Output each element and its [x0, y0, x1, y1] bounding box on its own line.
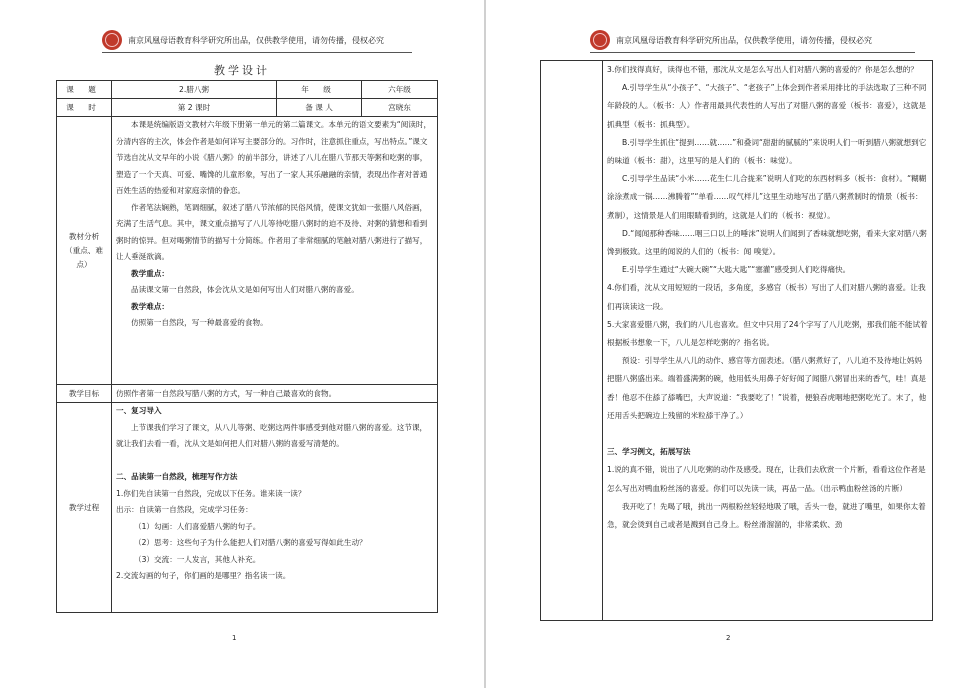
analysis-content: [112, 117, 438, 385]
process-paragraph: 上节课我们学习了课文，从八儿等粥、吃粥这两件事感受到他对腊八粥的喜爱。这节课，就让我们去看一看，沈从文是如何把人们对腊八粥的喜爱写清楚的。: [116, 422, 428, 448]
process-content: [112, 403, 438, 613]
process-paragraph: A.引导学生从“小孩子”、“大孩子”、“老孩子”上体会到作者采用排比的手法选取了三种不同年龄段的人。（板书：人）作者用最具代表性的人写出了对腊八粥的喜爱（板书：喜爱），这就是抓典型（板书：抓典型）。: [607, 83, 927, 129]
process-paragraph: C.引导学生品读“小米……花生仁儿合拢来”说明人们吃的东西材料多（板书：食材）。“糊糊涂涂煮成一锅……沸腾着”“单看……叹气样儿”这里生动地写出了腊八粥煮制时的情景（板书：煮制），这情景是人们用眼睛看到的，这就是人们的（板书：视觉）。: [607, 174, 927, 220]
course-label: 课 题: [57, 81, 112, 99]
analysis-label-main: 教材分析: [68, 231, 100, 241]
process-paragraph: 出示：自读第一自然段，完成学习任务：: [116, 505, 253, 514]
section-heading: 三、学习例文，拓展写法: [607, 447, 691, 457]
grade-label: 年 级: [277, 81, 362, 99]
difficulty-text: 仿照第一自然段，写一种最喜爱的食物。: [131, 318, 268, 327]
document-page-1: [0, 0, 484, 688]
seal-logo-icon: [590, 30, 610, 50]
period-value: 第 2 课时: [112, 99, 277, 117]
process-paragraph: B.引导学生抓住“提到……就……”和叠词“甜甜的腻腻的”来说明人们一听到腊八粥就想到它的味道（板书：甜），这里写的是人们的（板书：味觉）。: [607, 137, 927, 166]
analysis-paragraph: 作者笔法娴熟，笔调细腻，叙述了腊八节浓郁的民俗风情，使课文犹如一张腊八风俗画，充满了生活气息。其中，课文重点描写了八儿等待吃腊八粥时的迫不及待、对粥的猜想和看到粥时的惊异。但对喝粥情节的描写十分简练。作者用了非常细腻的笔触对腊八粥进行了描写，让人垂涎欲滴。: [116, 202, 428, 261]
process-task: （2）思考：这些句子为什么能把人们对腊八粥的喜爱写得如此生动？: [134, 538, 367, 547]
table-row: [57, 385, 438, 403]
document-page-2: [486, 0, 971, 688]
table-row: [541, 61, 933, 621]
teacher-value: 宫晓东: [362, 99, 438, 117]
process-paragraph: 5.大家喜爱腊八粥，我们的八儿也喜欢。但文中只用了24个字写了八儿吃粥，那我们能不能试着根据板书想象一下，八儿是怎样吃粥的？指名说。: [607, 319, 928, 348]
process-task: （1）勾画：人们喜爱腊八粥的句子。: [134, 521, 261, 531]
table-row: [57, 403, 438, 613]
header-text: 南京风凰母语教育科学研究所出品，仅供教学使用，请勿传播，侵权必究: [128, 36, 384, 45]
table-row: [57, 99, 438, 117]
page-number: 1: [232, 634, 237, 642]
goal-label: 教学目标: [57, 385, 112, 403]
table-row: [57, 81, 438, 99]
page-header: [590, 30, 915, 52]
analysis-label-sub: （重点、难点）: [65, 245, 103, 269]
process-paragraph: 我开吃了！先喝了哦，挑出一两根粉丝轻轻地吸了哦，舌头一卷，就进了嘴里，如果你太着急，就会烫到自己或者是溅到自己身上。粉丝滑溜溜的，非常柔软、劲: [607, 501, 926, 530]
empty-label-cell: [541, 61, 603, 621]
process-paragraph: E.引导学生通过“大碗大碗”“大匙大匙”“塞灌”感受到人们吃得痛快。: [622, 265, 851, 275]
key-point-label: 教学重点：: [131, 268, 169, 278]
period-label: 课 时: [57, 99, 112, 117]
teacher-label: 备 课 人: [277, 99, 362, 117]
seal-logo-icon: [102, 30, 122, 50]
page-title: 教学设计: [214, 64, 270, 77]
process-paragraph: 2.交流勾画的句子，你们画的是哪里？指名读一读。: [116, 571, 291, 580]
section-heading: 一、复习导入: [116, 406, 162, 415]
page-header: [102, 30, 412, 52]
course-value: 2.腊八粥: [112, 81, 277, 99]
process-content-continued: [603, 61, 933, 621]
header-rule: [102, 52, 412, 53]
process-paragraph: 1.说的真不错，说出了八儿吃粥的动作及感受。现在，让我们去欣赏一个片断，看看这位作者是怎么写出对鸭血粉丝汤的喜爱。你们可以先读一读，再品一品。（出示鸭血粉丝汤的片断）: [607, 465, 926, 493]
analysis-paragraph: 本课是统编版语文教材六年级下册第一单元的第二篇课文。本单元的语文要素为“阅读时，分清内容的主次，体会作者是如何详写主要部分的。习作时，注意抓住重点，写出特点。”课文节选自沈从文早年的小说《腊八粥》的前半部分，讲述了八儿在腊八节那天等粥和吃粥的事，塑造了一个天真、可爱、嘴馋的儿童形象，写出了一家人其乐融融的亲情，表现出作者对普通百姓生活的热爱和对家庭亲情的眷恋。: [116, 120, 432, 195]
section-heading: 二、品读第一自然段，梳理写作方法: [116, 472, 238, 481]
grade-value: 六年级: [362, 81, 438, 99]
header-text: 南京风凰母语教育科学研究所出品，仅供教学使用，请勿传播，侵权必究: [616, 36, 872, 45]
process-paragraph: 4.你们看，沈从文用短短的一段话，多角度，多感官（板书）写出了人们对腊八粥的喜爱。让我们再读读这一段。: [607, 283, 926, 311]
process-label: 教学过程: [57, 403, 112, 613]
table-row: [57, 117, 438, 385]
difficulty-label: 教学难点：: [131, 301, 169, 311]
process-paragraph: 1.你们先自读第一自然段，完成以下任务。谁来读一读？: [116, 488, 306, 498]
key-point-text: 品读课文第一自然段，体会沈从文是如何写出人们对腊八粥的喜爱。: [131, 285, 359, 294]
process-paragraph: 预设：引导学生从八儿的动作、感官等方面表述。（腊八粥煮好了，八儿迫不及待地让妈妈把腊八粥盛出来。端着盛满粥的碗，他用低头用鼻子好好闻了闻腊八粥冒出来的香气，哇！真是香！他忍不住舔了舔嘴巴，大声说道：“我要吃了！”说着，便狼吞虎咽地把粥吃光了。末了，他还用舌头把碗边上残留的米粒舔干净了。）: [607, 356, 927, 420]
header-rule: [590, 52, 915, 53]
page-number: 2: [726, 634, 731, 642]
lesson-plan-table: [56, 80, 438, 613]
lesson-plan-table-continued: [540, 60, 933, 621]
process-task: （3）交流：一人发言，其他人补充。: [134, 554, 261, 564]
analysis-label: [57, 117, 112, 385]
process-paragraph: D.“闻闻那种香味……咽三口以上的唾沫”说明人们闻到了香味就想吃粥，看来大家对腊八粥馋到极致。这里的闻说的人们的（板书：闻 嗅觉）。: [607, 228, 927, 257]
process-paragraph: 3.你们找得真好，读得也不错，那沈从文是怎么写出人们对腊八粥的喜爱的？你是怎么想的？: [607, 65, 918, 74]
goal-text: 仿照作者第一自然段写腊八粥的方式，写一种自己最喜欢的食物。: [112, 385, 438, 403]
